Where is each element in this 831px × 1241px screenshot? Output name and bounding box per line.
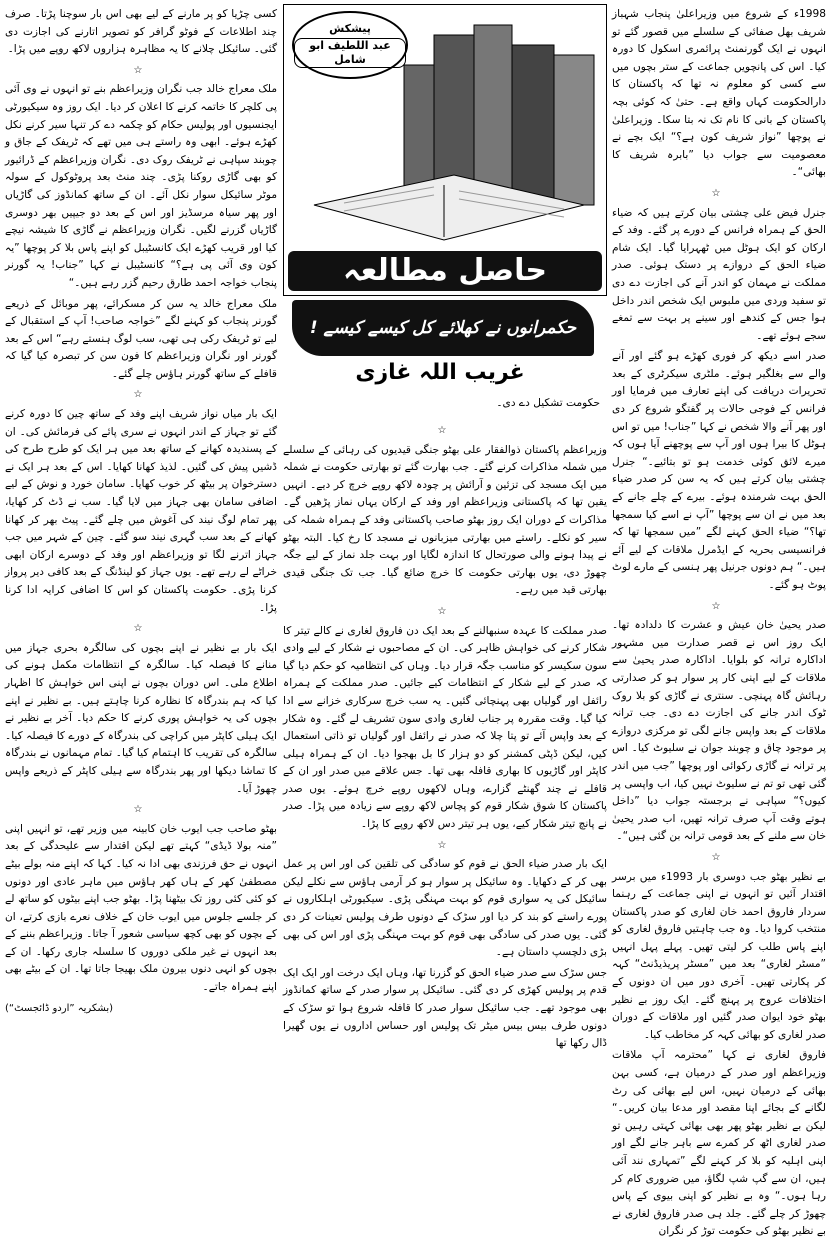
section-divider: ☆ [133,389,149,401]
paragraph: ایک بار صدر ضیاء الحق نے قوم کو سادگی کی تلقین کی اور اس پر عمل بھی کر کے دکھایا۔ وہ سائیکل پر سوار ہو کر آرمی ہاؤس سے نکلے لیکن سائیکل کی یہ سواری قوم کو بہت مہنگی پڑی۔ سیکیورٹی اہلکاروں نے پورے راستے کو بند کر دیا اور سڑک کے دونوں طرف پولیس تعینات کر دی گئی۔ یوں صدر کی سادگی بھی قوم کو بہت مہنگی پڑی اور اس کی بھی بڑی دلچسپ داستان ہے۔ [283,858,607,959]
paragraph: صدر مملکت کا عہدہ سنبھالنے کے بعد ایک دن فاروق لغاری نے کالے تیتر کا شکار کرنے کی خواہش ظاہر کی۔ ان کے مصاحبوں نے شکار کے لیے وادی سون سکیسر کو مناسب جگہ قرار دیا۔ وہاں کی انتظامیہ کو حکم دیا گیا کہ صدر کے لیے شکار کے انتظامات کیے جائیں۔ صدر مملکت کے ہمراہ رائفل اور گولیاں بھی پہنچائی گئیں۔ یہ سب خرچ سرکاری خزانے سے ادا کیا گیا۔ وقت مقررہ پر جناب لغاری وادی سون تشریف لے گئے۔ وہ شکار کے بعد واپس آئے تو پتا چلا کہ صدر نے رائفل اور گولیاں تو ذاتی استعمال کیں، لیکن ڈپٹی کمشنر کو دو ہزار کا بل بھجوا دیا۔ ان کے ہمراہ ہیلی کاپٹر اور گاڑیوں کا بھاری قافلہ بھی تھا۔ جس علاقے میں صدر اور ان کے قافلے نے چند گھنٹے گزارے، وہاں لاکھوں روپے خرچ ہوئے۔ یوں صدر پاکستان کا شوق شکار قوم کو پچاس لاکھ روپے سے زیادہ میں پڑا۔ صدر نے پانچ تیتر شکار کیے، یوں ہر تیتر دس لاکھ روپے کا پڑا۔ [283,624,607,831]
section-divider: ☆ [711,187,727,199]
section-divider: ☆ [437,425,453,436]
paragraph: کسی چڑیا کو پر مارنے کے لیے بھی اس بار سوچنا پڑتا۔ صرف چند اطلاعات کے فوٹو گرافر کو تصویر اتارنے کی اجازت دی گئی۔ سائیکل چلانے کا یہ مظاہرہ ہزاروں لاکھ روپے میں پڑا۔ [5,8,277,56]
article-author: غریب اللہ غازی [355,360,525,385]
section-divider: ☆ [711,600,727,612]
paragraph: ایک بار بے نظیر نے اپنے بچوں کی سالگرہ بحری جہاز میں منانے کا فیصلہ کیا۔ سالگرہ کے انتظامات مکمل ہونے کی اطلاع ملی۔ اس دوران بچوں نے اپنی اس خواہش کا اظہار کیا کہ ہم بندرگاہ کا نظارہ کرنا چاہتے ہیں۔ بے نظیر نے اپنے بچوں کی یہ خواہش پوری کرنے کا حکم دیا۔ آخر بے نظیر نے ایک ہیلی کاپٹر میں کراچی کی بندرگاہ کے دورے کا فیصلہ کیا۔ سالگرہ کی تقریب کا اہتمام کیا گیا۔ تمام مہمانوں نے بندرگاہ کا تماشا دیکھا اور پھر بندرگاہ سے ہیلی کاپٹر کے ذریعے واپس چھوڑ آیا۔ [5,641,277,795]
article-intro: حکومت تشکیل دے دی۔ [496,397,600,409]
paragraph: صدر اسے دیکھ کر فوری کھڑے ہو گئے اور آنے والے سے بغلگیر ہوئے۔ ملٹری سیکرٹری کے بعد تحریرات دریافت کی اپنے تعارف میں فرمایا اور فرانس کے فوجی حالات پر گفتگو شروع کر دی اور پھر آنے والا شخص نے کہا ”جناب! میں تو اس ہوٹل کا بیرا ہوں اور آپ سے پوچھنے آیا ہوں کہ میرے لائق کوئی خدمت ہو تو بتائیے۔“ جنرل چشتی بیان کرتے ہیں کہ یہ سن کر صدر ضیاء الحق بہت شرمندہ ہوئے۔ بیرے کے چلے جانے کے بعد میں نے ان سے پوچھا ”آپ نے اسے کیا سمجھا تھا؟“ ضیاء الحق کہنے لگے ”میں سمجھا تھا کہ فرانسیسی بحریہ کے ایڈمرل ملاقات کے لیے آئے ہیں۔“ ہم دونوں جرنیل پھر ہنسی کے مارے لوٹ پوٹ ہو گئے۔ [612,350,826,591]
paragraph: 1998ء کے شروع میں وزیراعلیٰ پنجاب شہباز شریف بھل صفائی کے سلسلے میں قصور گئے تو انہوں نے ایک گورنمنٹ پرائمری اسکول کا دورہ کیا۔ اس کی پانچویں جماعت کے ستر بچوں میں سے کسی کو معلوم نہ تھا کہ پاکستان کا دارالحکومت کہاں واقع ہے۔ حتیٰ کہ کوئی بچہ پاکستان کے بانی کا نام تک نہ بتا سکا۔ وزیراعلیٰ نے پوچھا ”نواز شریف کون ہے؟“ ایک بچے نے معصومیت سے جواب دیا ”بابرہ شریف کا بھائی“۔ [612,8,826,179]
compiler-badge [292,11,408,79]
paragraph: فاروق لغاری نے کہا ”محترمہ آپ ملاقات وزیراعظم اور صدر کے درمیان ہے، کسی بہن بھائی کے درمیان نہیں، اس لیے بھائی کی رٹ لگانے کے بجائے اپنا مقصد اور مدعا بیان کریں۔“ لیکن بے نظیر بھٹو پھر بھی بھائی کہتی رہیں تو صدر لغاری اٹھ کر کمرے سے باہر جانے لگے اور اپنی اہلیہ کو بلا کر کہنے لگے ”تمہاری نند آئی ہیں، ان سے گپ شپ لگاؤ، میں ضروری کام کر رہا ہوں۔“ وہ بے نظیر کو اپنی بیوی کے پاس چھوڑ کر چلے گئے۔ جلد ہی صدر فاروق لغاری نے بے نظیر بھٹو کی حکومت توڑ کر نگران [612,1049,826,1238]
column-left [5,6,277,1144]
section-divider: ☆ [133,804,149,816]
paragraph: جنرل فیض علی چشتی بیان کرتے ہیں کہ ضیاء الحق کے ہمراہ فرانس کے دورے پر گئے۔ وفد کے ارکان کو ایک ہوٹل میں ٹھہرایا گیا۔ ایک شام ضیاء الحق کے دروازے پر دستک ہوئی۔ صدر مملکت نے مہمان کو اندر آنے کی اجازت دے دی تو سفید وردی میں ملبوس ایک شخص اندر داخل ہوا جس کے کندھے اور سینے پر بہت سے تمغے سجے ہوئے تھے۔ [612,206,826,342]
section-divider: ☆ [711,851,727,863]
paragraph: وزیراعظم پاکستان ذوالفقار علی بھٹو جنگی قیدیوں کی رہائی کے سلسلے میں شملہ مذاکرات کرنے گئے۔ جب بھارت گئے تو بھارتی حکومت نے شملہ میں ایک مسجد کی تزئین و آرائش پر چودہ لاکھ روپے خرچ کر دیے۔ انہیں یقین تھا کہ پاکستانی وزیراعظم اور وفد کے ارکان یہاں نماز پڑھیں گے۔ مذاکرات کے دوران ایک روز بھٹو صاحب پاکستانی وفد کے ہمراہ شملہ کی سیر کو نکلے۔ راستے میں بھارتی میزبانوں نے مسجد کا رخ کیا۔ البتہ بھٹو نے پیدا ہونے والی صورتحال کا اندازہ لگایا اور بہت جلد نماز کے لیے جگہ چھوڑ دی، یوں بھارتی حکومت کا خرچ ضائع گیا۔ جب تک جنگی قیدی بھارتی قید میں رہے۔ [283,443,607,597]
column-middle [283,420,607,1144]
section-divider: ☆ [437,605,453,617]
paragraph: بھٹو صاحب جب ایوب خان کابینہ میں وزیر تھے، تو انہیں اپنی ”منہ بولا ڈیڈی“ کہتے تھے لیکن اقتدار سے علیحدگی کے بعد انہوں نے حق فرزندی بھی ادا نہ کیا۔ کہا کہ اپنے منہ بولے بیٹے مصطفیٰ کھر کے ہاں کھر ہاؤس میں ماہر عادی اور دونوں کو کئی کئی روز تک بیٹھنا پڑا۔ بھٹو جب اپنے بیٹوں کو ساتھ لے کر جلسے جلوس میں ایوب خان کے خلاف نعرے بازی کرتے، ان کے بچوں کو بھی کچھ سیاسی شعور آ جاتا۔ وزیراعظم بننے کے بعد انہوں نے غیر ملکی دوروں کا سلسلہ جاری رکھا۔ ان کے بچوں کو انہی دنوں بیرون ملک بھیجا جاتا تھا۔ ان کے بیٹے بھی اپنے ہمراہ جاتے۔ [5,822,277,994]
paragraph: صدر یحییٰ خان عیش و عشرت کا دلدادہ تھا۔ ایک روز اس نے قصر صدارت میں مشہور اداکارہ ترانہ کو بلوایا۔ اداکارہ صدر یحییٰ سے ملاقات کے لیے اپنی کار پر سوار ہو کر صدارتی رہائش گاہ پہنچی۔ سنتری نے گاڑی کو بلا روک ٹوک اندر جانے کی اجازت دے دی۔ جب ترانہ ملاقات کے بعد واپس جانے لگی تو مرکزی دروازے پر موجود چاق و چوبند جوان نے سلیوٹ کیا۔ اس پر ترانہ نے گاڑی رکوائی اور پوچھا ”جب میں اندر گئی تھی تو تم نے سلیوٹ نہیں کیا، اب واپسی پر کیوں؟“ سپاہی نے برجستہ جواب دیا ”داخل ہوتے وقت آپ صرف ترانہ تھیں، اب صدر یحییٰ خان سے ملنے کے بعد قومی ترانہ بن گئی ہیں“۔ [612,619,826,843]
paragraph: بے نظیر بھٹو جب دوسری بار 1993ء میں برسر اقتدار آئیں تو انہوں نے اپنی جماعت کے رہنما سردار فاروق احمد خان لغاری کو صدر پاکستان منتخب کروا دیا۔ وہ جب چاہتیں فاروق لغاری کو اپنے پاس طلب کر لیتی تھیں۔ پہلے پہل انہیں ”مسٹر لغاری“ بعد میں ”مسٹر پریذیڈنٹ“ کہہ کر پکارتی تھیں۔ آخری دور میں ان دونوں کے اختلافات عروج پر پہنچ گئے۔ ایک روز بے نظیر بھٹو خود ایوان صدر گئیں اور ملاقات کے دوران صدر لغاری کو بھائی کہہ کر مخاطب کیا۔ [612,870,826,1041]
section-title: حاصل مطالعہ [288,251,602,291]
article-title: حکمرانوں نے کھلائے کل کیسے کیسے ! [292,300,594,356]
paragraph: ملک معراج خالد جب نگران وزیراعظم بنے تو انہوں نے وی آئی پی کلچر کا خاتمہ کرنے کا اعلان کر دیا۔ ایک روز وہ سیکیورٹی ایجنسیوں اور پولیس حکام کو چکمہ دے کر تنہا سیر کرنے نکل کھڑے ہوئے۔ ابھی وہ راستے ہی میں تھے کہ ٹریفک کے جاق و چوبند سپاہی نے ٹریفک روک دی۔ نگران وزیراعظم کے ڈرائیور کو بھی گاڑی روکنا پڑی۔ چند منٹ بعد پروٹوکول کے سولہ موٹر سائیکل سوار نکل آئے۔ ان کے ساتھ کمانڈوز کی گاڑیاں اور پھر سیاہ مرسڈیز اور اس کے بعد دو جیپیں بھر دوسری گاڑیاں گزرنے لگیں۔ نگران وزیراعظم نے گاڑی کا شیشہ نیچے کیا اور قریب کھڑے ایک کانسٹیبل کو اپنے پاس بلا کر پوچھا ”یہ کون وی آئی پی ہے؟“ کانسٹیبل نے کہا ”جناب! یہ گورنر پنجاب خواجہ احمد طارق رحیم گزر رہے ہیں۔“ [5,83,277,289]
section-divider: ☆ [133,623,149,635]
source-credit: (بشکریہ ”اردو ڈائجسٹ“) [5,1002,114,1014]
section-header-graphic [283,4,607,296]
paragraph: ملک معراج خالد یہ سن کر مسکرائے، پھر موبائل کے ذریعے گورنر پنجاب کو کہنے لگے ”خواجہ صاحب! آپ کے استقبال کے لیے تو ٹریفک رکی ہی تھی، سب لوگ ہنستے رہے“ اس کے بعد گورنر اور نگران وزیراعظم کا فون سن کر تبصرہ کیا گیا کہ قافلے کے ساتھ گورنر ہاؤس چلے گئے۔ [5,297,277,380]
column-right [612,6,826,1238]
section-divider: ☆ [437,839,453,851]
compiler-name: عبد اللطیف ابو شامل [294,38,406,68]
compiler-label: پیشکش [329,22,371,35]
paragraph: جس سڑک سے صدر ضیاء الحق کو گزرنا تھا، وہاں ایک درخت اور ایک ایک قدم پر پولیس کھڑی کر دی گئی۔ سائیکل پر سوار صدر کے ساتھ کمانڈوز بھی موجود تھے۔ جب سائیکل سوار صدر کا قافلہ شروع ہوا تو سڑک کے دونوں طرف بیس بیس میٹر تک پولیس اور حساس اداروں نے یوں گھیرا ڈال رکھا تھا [283,966,607,1050]
paragraph: ایک بار میاں نواز شریف اپنے وفد کے ساتھ چین کا دورہ کرنے گئے تو جہاز کے اندر انہوں نے سری پائے کی فرمائش کی۔ ان کے پسندیدہ کھانے کے ساتھ بعد میں ہر ایک کو طرح طرح کی ڈشیں پیش کی گئیں۔ لذیذ کھانا کھایا۔ اس کے بعد ہر ایک نے دسترخوان پر بیٹھ کر خوب کھایا۔ سامان خورد و نوش کے لیے اضافی سامان بھی جہاز میں لایا گیا۔ سب نے ڈٹ کر کھایا، پھر تمام لوگ نیند کی آغوش میں چلے گئے۔ پیٹ بھر کر کھانا کھانے کے بعد سب گہری نیند سو گئے۔ چین کے شہر میں جب جہاز اترنے لگا تو وزیراعظم اور وفد کے دوسرے ارکان ابھی خراٹے لے رہے تھے۔ یوں جہاز کو لینڈنگ کے بعد کافی دیر پرواز کرنا پڑی۔ حکومت پاکستان کو اس کا اضافی کرایہ ادا کرنا پڑا۔ [5,408,277,614]
section-divider: ☆ [133,64,149,76]
